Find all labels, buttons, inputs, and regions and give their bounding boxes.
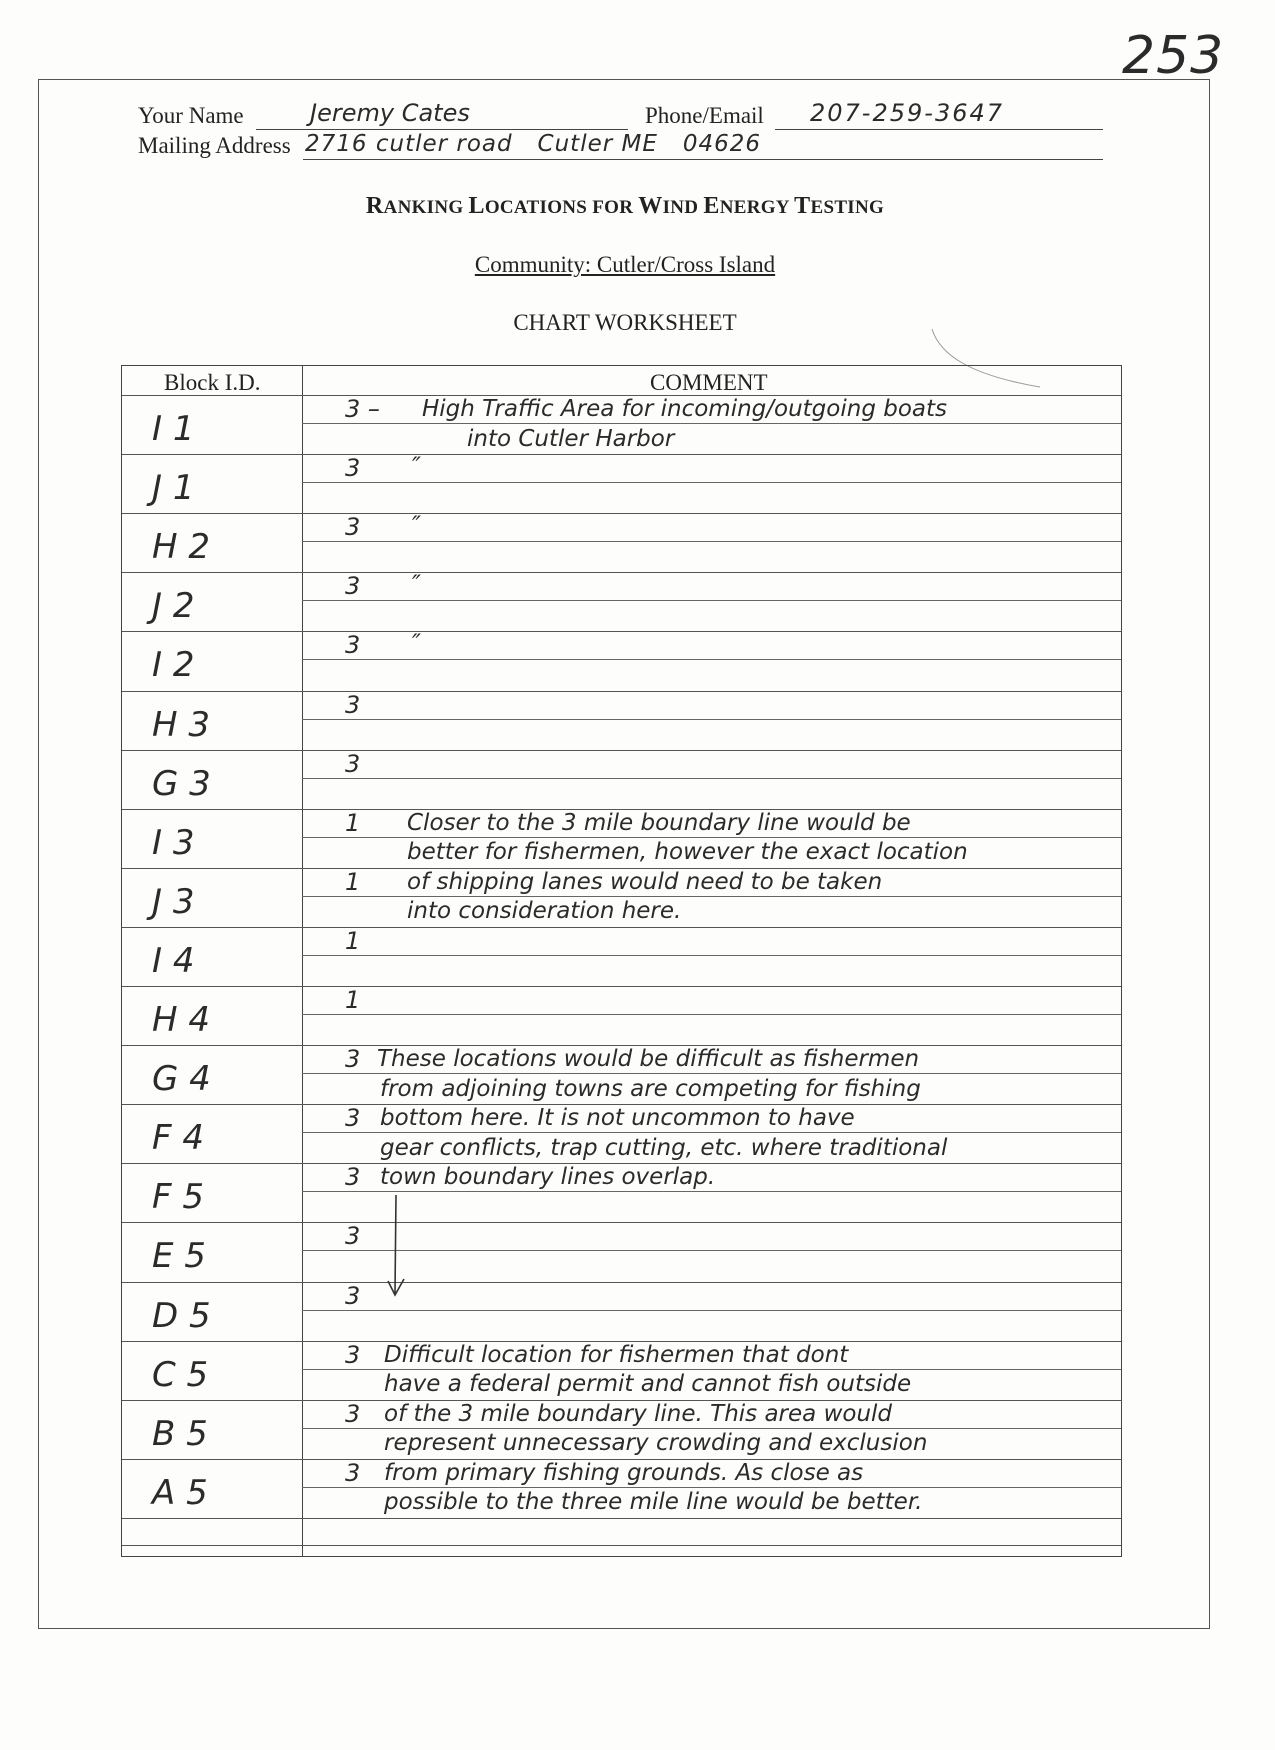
rank-value: 3 [345,1458,361,1487]
title-part: L [468,193,485,219]
title-part: ESTING [810,197,885,218]
worksheet-heading: CHART WORKSHEET [513,310,737,335]
community-heading [0,252,1250,278]
comment-line-text: of the 3 mile boundary line. This area would [384,1400,893,1427]
block-id-cell: A 5 [152,1472,208,1513]
community-label: Community: Cutler/Cross Island [474,252,776,277]
phone-label: Phone/Email [645,103,764,128]
comment-line-text: from adjoining towns are competing for fishing [380,1075,921,1102]
comment-line-text: bottom here. It is not uncommon to have [380,1105,855,1132]
title-part: NERGY [719,197,795,218]
header-comment: COMMENT [650,370,768,395]
comment-line [302,1487,1121,1488]
ditto-mark: ″ [412,452,421,481]
row-divider [122,454,1121,455]
block-id-cell: J 1 [152,468,195,509]
row-divider [122,631,1121,632]
row-divider [122,927,1121,928]
down-arrow-icon [384,1193,414,1303]
title-part: E [703,193,720,219]
title-part: IND [662,197,704,218]
block-id-cell: G 3 [152,763,211,804]
rank-value: 3 [345,1399,361,1428]
comment-line-text: possible to the three mile line would be better. [384,1489,923,1516]
name-value[interactable]: Jeremy Cates [310,99,470,127]
rank-value: 3 [345,1163,361,1192]
ditto-mark: ″ [412,629,421,658]
comment-line [302,482,1121,483]
rank-value: 3 [345,1222,361,1251]
title-part: T [794,193,811,219]
rank-value: 1 [345,926,361,955]
row-divider [122,1282,1121,1283]
comment-line-text: of shipping lanes would need to be taken [407,868,883,895]
block-id-cell: F 5 [152,1177,204,1218]
rank-value: 3 [345,1045,361,1074]
comment-line-text: represent unnecessary crowding and exclusion [384,1430,928,1457]
comment-line [302,1073,1121,1074]
address-value[interactable]: 2716 cutler road Cutler ME 04626 [305,131,761,157]
header-block-id: Block I.D. [164,370,261,395]
address-label: Mailing Address [138,133,291,158]
comment-line-text: These locations would be difficult as fishermen [377,1046,920,1073]
row-divider [122,691,1121,692]
block-id-cell: J 2 [152,586,195,627]
title-part: OCATIONS FOR [484,197,639,218]
ditto-mark: ″ [412,511,421,540]
name-label: Your Name [138,103,244,128]
rank-value: 3 [345,1281,361,1310]
rank-value: 3 [345,1340,361,1369]
column-divider [302,366,303,1556]
rank-value: 3 [345,454,361,483]
block-id-cell: F 4 [152,1118,204,1159]
row-divider [122,986,1121,987]
comment-line-text: from primary fishing grounds. As close as [384,1459,864,1486]
phone-underline [775,129,1103,130]
comment-line [302,719,1121,720]
rank-value: 3 [345,1104,361,1133]
row-divider [122,513,1121,514]
block-id-cell: I 1 [152,409,195,449]
comment-line-text: Difficult location for fishermen that dont [384,1341,849,1368]
rank-value: 3 [345,690,361,719]
comment-line-text: High Traffic Area for incoming/outgoing boats [422,396,948,422]
name-underline [256,129,628,130]
comment-line [302,423,1121,424]
rank-value: 1 [345,808,361,837]
block-id-cell: E 5 [152,1236,206,1277]
comment-line [302,1310,1121,1311]
comment-line-text: into Cutler Harbor [467,425,675,452]
comment-line [302,1369,1121,1370]
comment-line [302,1191,1121,1192]
phone-value[interactable]: 207-259-3647 [810,99,1005,127]
comment-line [302,1014,1121,1015]
comment-line [302,1250,1121,1251]
title-part: W [638,193,663,219]
row-divider [122,572,1121,573]
comment-line-text: into consideration here. [407,898,682,925]
block-id-cell: C 5 [152,1354,209,1395]
page-number: 253 [1122,26,1225,86]
block-id-cell: H 4 [152,1000,211,1040]
title-part: ANKING [383,197,469,218]
block-id-cell: I 4 [152,940,195,981]
address-underline [303,159,1103,160]
block-id-cell: J 3 [152,881,195,922]
comment-line [302,896,1121,897]
comment-line [302,659,1121,660]
rank-value: 1 [345,986,361,1014]
comment-line-text: gear conflicts, trap cutting, etc. where traditional [380,1134,948,1161]
chart-worksheet-table [121,365,1122,1557]
comment-line-text: Closer to the 3 mile boundary line would be [407,809,911,836]
block-id-cell: I 2 [152,645,195,686]
comment-line [302,778,1121,779]
row-divider [122,750,1121,751]
block-id-cell: H 3 [152,704,211,745]
block-id-cell: I 3 [152,822,195,863]
row-divider [122,1545,1121,1546]
comment-line-text: better for fishermen, however the exact location [407,839,968,866]
rank-value: 3 [345,749,361,778]
block-id-cell: D 5 [152,1295,211,1336]
row-divider [122,1518,1121,1519]
block-id-cell: B 5 [152,1413,208,1454]
comment-line-text: have a federal permit and cannot fish outside [384,1371,912,1398]
rank-value: 1 [345,867,361,896]
row-divider [122,1222,1121,1223]
rank-value: 3 [345,572,361,601]
ditto-mark: ″ [412,570,421,599]
rank-value: 3 [345,631,361,660]
comment-line [302,955,1121,956]
comment-line [302,837,1121,838]
block-id-cell: H 2 [152,527,211,568]
comment-line [302,1428,1121,1429]
comment-line [302,600,1121,601]
comment-line [302,1132,1121,1133]
comment-line-text: town boundary lines overlap. [380,1164,716,1191]
title-part: R [365,193,384,219]
comment-line [302,541,1121,542]
block-id-cell: G 4 [152,1059,211,1100]
rank-value: 3 [345,513,361,542]
rank-value: 3 – [345,395,380,423]
page-title [0,193,1250,220]
